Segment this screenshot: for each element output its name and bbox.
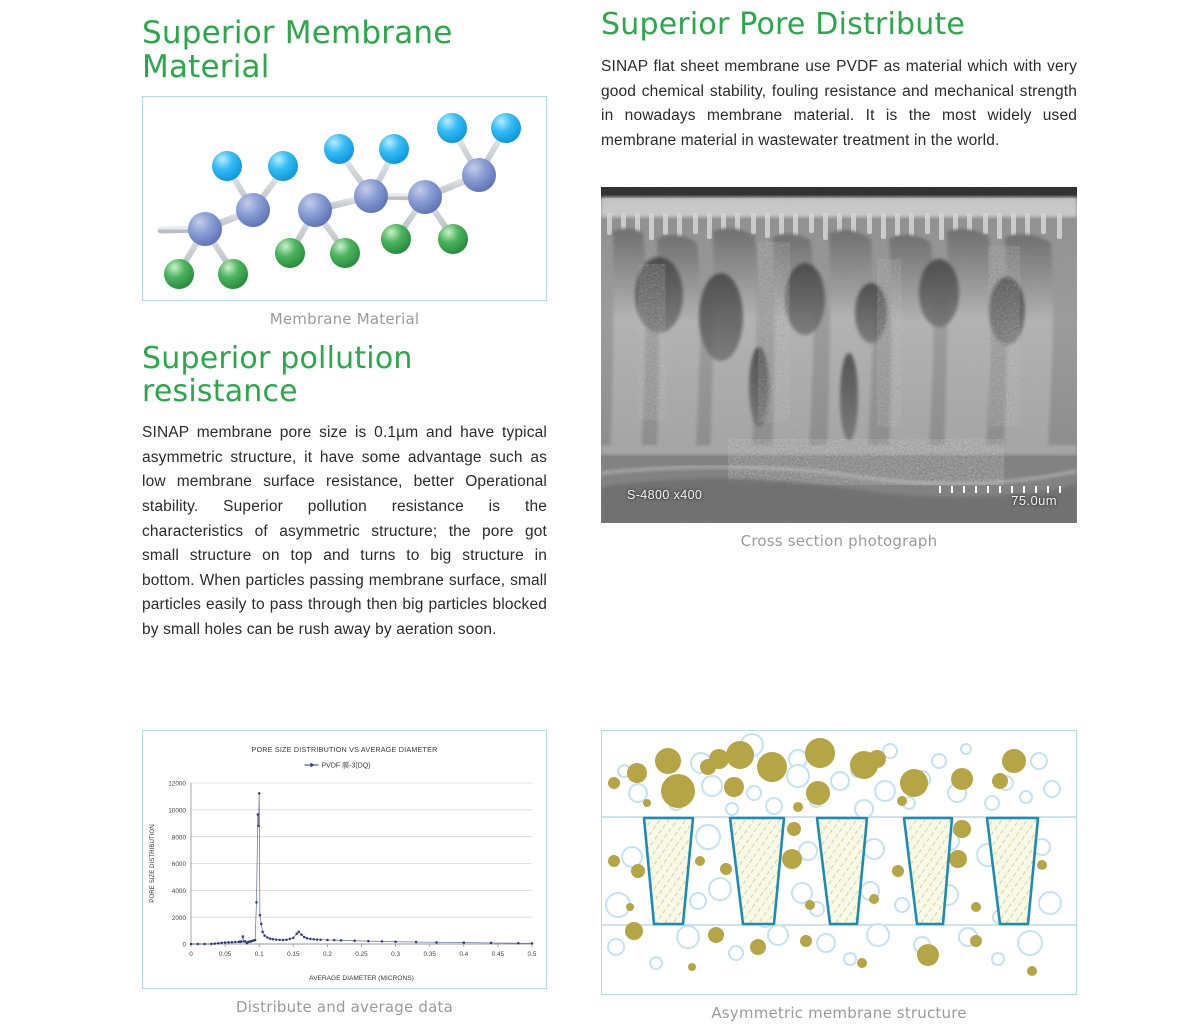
pollution-resistance-body: SINAP membrane pore size is 0.1µm and have typical asymmetric structure, it have some advantage such as low membrane surface resistance, better Operational stability. Superior pollution resistance is the characteristics of asymmetric structure; the pore got small structure on top and turns to big structure in bottom. When particles passing membrane surface, small particles easily to pass through then big particles blocked by small holes can be rush away by aeration soon. xyxy=(142,424,547,638)
svg-text:0.4: 0.4 xyxy=(459,951,469,958)
membrane-material-heading: Superior Membrane Material xyxy=(142,15,453,86)
svg-text:4000: 4000 xyxy=(171,887,186,895)
svg-text:PVDF 膜-3(DQ): PVDF 膜-3(DQ) xyxy=(321,762,371,770)
svg-text:0.1: 0.1 xyxy=(254,951,264,958)
asymmetric-structure-block xyxy=(601,730,1077,1022)
pore-size-distribution-chart xyxy=(143,731,546,988)
svg-text:0.05: 0.05 xyxy=(218,951,232,958)
cross-section-sem-figure xyxy=(601,187,1077,523)
svg-text:10000: 10000 xyxy=(168,807,186,815)
distribution-chart-figure xyxy=(142,730,547,989)
sem-scale-label: 75.0um xyxy=(1011,493,1057,509)
cross-section-caption: Cross section photograph xyxy=(740,532,938,551)
asymmetric-structure-figure xyxy=(601,730,1077,995)
svg-text:6000: 6000 xyxy=(171,861,186,869)
membrane-material-caption: Membrane Material xyxy=(269,310,420,329)
asymmetric-structure-caption: Asymmetric membrane structure xyxy=(711,1004,967,1022)
sem-instrument-label: S-4800 x400 xyxy=(627,488,703,503)
membrane-material-figure xyxy=(142,96,547,301)
pore-distribute-heading: Superior Pore Distribute xyxy=(601,7,966,42)
svg-text:0: 0 xyxy=(189,951,193,958)
svg-text:AVERAGE DIAMETER (MICRONS): AVERAGE DIAMETER (MICRONS) xyxy=(309,975,414,982)
svg-text:0.3: 0.3 xyxy=(391,951,401,958)
left-column xyxy=(142,0,547,643)
right-column xyxy=(601,0,1077,550)
pore-distribute-body: SINAP flat sheet membrane use PVDF as material which with very good chemical stability, fouling resistance and mechanical strength in nowadays membrane material. It is the most widely used membrane material in wastewater treatment in the world. xyxy=(601,58,1077,149)
svg-text:0.5: 0.5 xyxy=(527,951,537,958)
svg-text:0.35: 0.35 xyxy=(423,951,436,958)
svg-text:2000: 2000 xyxy=(171,914,186,922)
svg-text:0.25: 0.25 xyxy=(355,951,368,958)
svg-text:0.2: 0.2 xyxy=(322,951,332,958)
distribution-chart-block xyxy=(142,730,547,1016)
pvdf-polymer-chain-diagram xyxy=(143,97,546,300)
svg-text:12000: 12000 xyxy=(168,780,186,788)
svg-text:0: 0 xyxy=(182,941,186,949)
distribution-chart-caption: Distribute and average data xyxy=(235,998,453,1016)
pollution-resistance-heading: Superior pollution resistance xyxy=(142,341,413,410)
svg-text:0.45: 0.45 xyxy=(491,951,505,958)
svg-text:PORE SIZE DISTRIBUTION VS AVER: PORE SIZE DISTRIBUTION VS AVERAGE DIAMETER xyxy=(251,745,438,754)
svg-text:PORE SIZE DISTRIBUTION: PORE SIZE DISTRIBUTION xyxy=(149,824,156,903)
svg-text:8000: 8000 xyxy=(171,834,186,842)
asymmetric-membrane-diagram xyxy=(602,731,1076,994)
svg-text:0.15: 0.15 xyxy=(287,951,300,958)
sem-micrograph-image xyxy=(601,187,1077,523)
